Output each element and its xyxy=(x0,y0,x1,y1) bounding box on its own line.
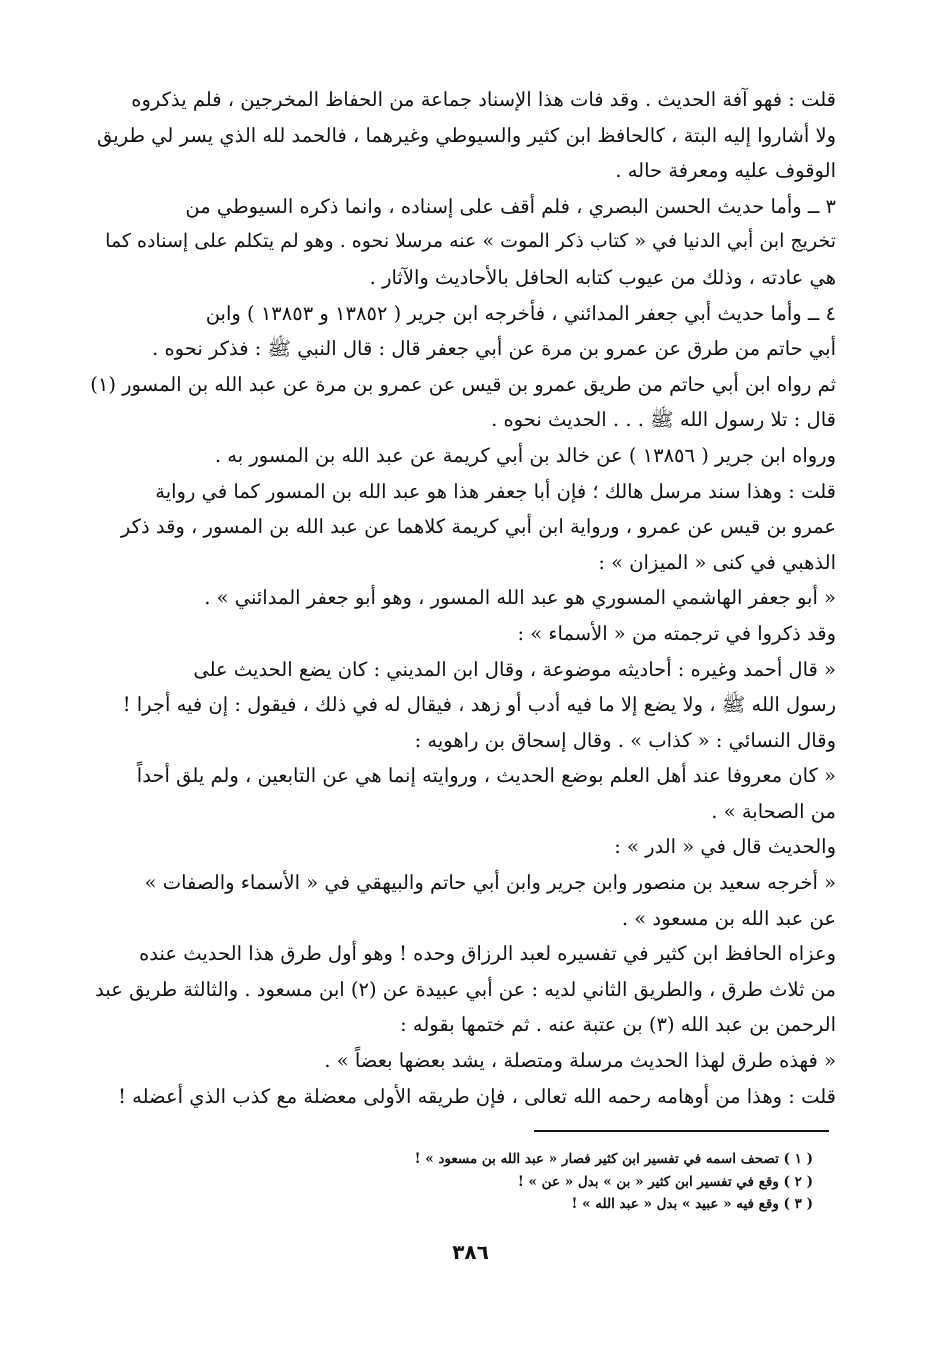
text-line: ورواه ابن جرير ( ١٣٨٥٦ ) عن خالد بن أبي كريمة عن عبد الله بن المسور به . xyxy=(214,443,836,467)
text-line: « قال أحمد وغيره : أحاديثه موضوعة ، وقال ابن المديني : كان يضع الحديث على xyxy=(193,657,836,681)
text-line: ٤ ــ وأما حديث أبي جعفر المدائني ، فأخرجه ابن جرير ( ١٣٨٥٢ و ١٣٨٥٣ ) وابن xyxy=(205,301,836,325)
footnote-divider xyxy=(534,1130,829,1132)
text-line: من الصحابة » . xyxy=(711,799,836,823)
text-line: « كان معروفا عند أهل العلم بوضع الحديث ، وروايته إنما هي عن التابعين ، ولم يلق أحداً xyxy=(136,764,836,788)
text-line: وعزاه الحافظ ابن كثير في تفسيره لعبد الرزاق وحده ! وهو أول طرق هذا الحديث عنده xyxy=(139,942,836,966)
text-line: قلت : وهذا سند مرسل هالك ؛ فإن أبا جعفر هذا هو عبد الله بن المسور كما في رواية xyxy=(155,479,836,503)
text-line: عمرو بن قيس عن عمرو ، ورواية ابن أبي كريمة كلاهما عن عبد الله بن المسور ، وقد ذكر xyxy=(120,515,836,539)
main-text xyxy=(88,82,836,1114)
text-line: من ثلاث طرق ، والطريق الثاني لديه : عن أبي عبيدة عن (٢) ابن مسعود . والثالثة طريق عبد xyxy=(95,977,836,1001)
footnote: ( ٢ ) وقع في تفسير ابن كثير « بن » بدل « عن » ! xyxy=(517,1173,813,1190)
page-number: ٣٨٦ xyxy=(452,1240,489,1264)
footnote: ( ١ ) تصحف اسمه في تفسير ابن كثير فصار « عبد الله بن مسعود » ! xyxy=(414,1151,813,1167)
text-line: « أبو جعفر الهاشمي المسوري هو عبد الله المسور ، وهو أبو جعفر المدائني » . xyxy=(204,586,836,610)
text-line: الذهبي في كنى « الميزان » : xyxy=(598,550,836,574)
text-line: قال : تلا رسول الله ﷺ . . . الحديث نحوه . xyxy=(491,408,836,432)
text-line: هي عادته ، وذلك من عيوب كتابه الحافل بالأحاديث والآثار . xyxy=(369,265,836,289)
text-line: رسول الله ﷺ ، ولا يضع إلا ما فيه أدب أو زهد ، فيقال له في ذلك ، فيقول : إن فيه أجرا ! xyxy=(122,693,836,717)
text-line: وقد ذكروا في ترجمته من « الأسماء » : xyxy=(517,621,836,645)
text-line: أبي حاتم من طرق عن عمرو بن مرة عن أبي جعفر قال : قال النبي ﷺ : فذكر نحوه . xyxy=(152,337,836,361)
text-line: ولا أشاروا إليه البتة ، كالحافظ ابن كثير والسيوطي وغيرهما ، فالحمد لله الذي يسر لي طريق xyxy=(97,123,836,147)
text-line: الرحمن بن عبد الله (٣) بن عتبة عنه . ثم ختمها بقوله : xyxy=(400,1013,836,1037)
text-line: تخريج ابن أبي الدنيا في « كتاب ذكر الموت » عنه مرسلا نحوه . وهو لم يتكلم على إسناده كما xyxy=(105,230,836,253)
footnotes xyxy=(393,1148,813,1216)
footnote: ( ٣ ) وقع فيه « عبيد » بدل « عبد الله » ! xyxy=(571,1196,813,1212)
text-line: عن عبد الله بن مسعود » . xyxy=(621,906,836,930)
text-line: « أخرجه سعيد بن منصور وابن جرير وابن أبي حاتم والبيهقي في « الأسماء والصفات » xyxy=(144,871,836,895)
text-line: قلت : وهذا من أوهامه رحمه الله تعالى ، فإن طريقه الأولى معضلة مع كذب الذي أعضله ! xyxy=(118,1084,836,1108)
text-line: والحديث قال في « الدر » : xyxy=(614,835,836,859)
text-line: ٣ ــ وأما حديث الحسن البصري ، فلم أقف على إسناده ، وانما ذكره السيوطي من xyxy=(185,194,836,218)
text-line: وقال النسائي : « كذاب » . وقال إسحاق بن راهويه : xyxy=(414,728,836,752)
text-line: ثم رواه ابن أبي حاتم من طريق عمرو بن قيس عن عمرو بن مرة عن عبد الله بن المسور (١) xyxy=(90,372,836,396)
text-line: الوقوف عليه ومعرفة حاله . xyxy=(615,159,836,183)
text-line: قلت : فهو آفة الحديث . وقد فات هذا الإسناد جماعة من الحفاظ المخرجين ، فلم يذكروه xyxy=(131,88,836,111)
text-line: « فهذه طرق لهذا الحديث مرسلة ومتصلة ، يشد بعضها بعضاً » . xyxy=(324,1049,836,1073)
